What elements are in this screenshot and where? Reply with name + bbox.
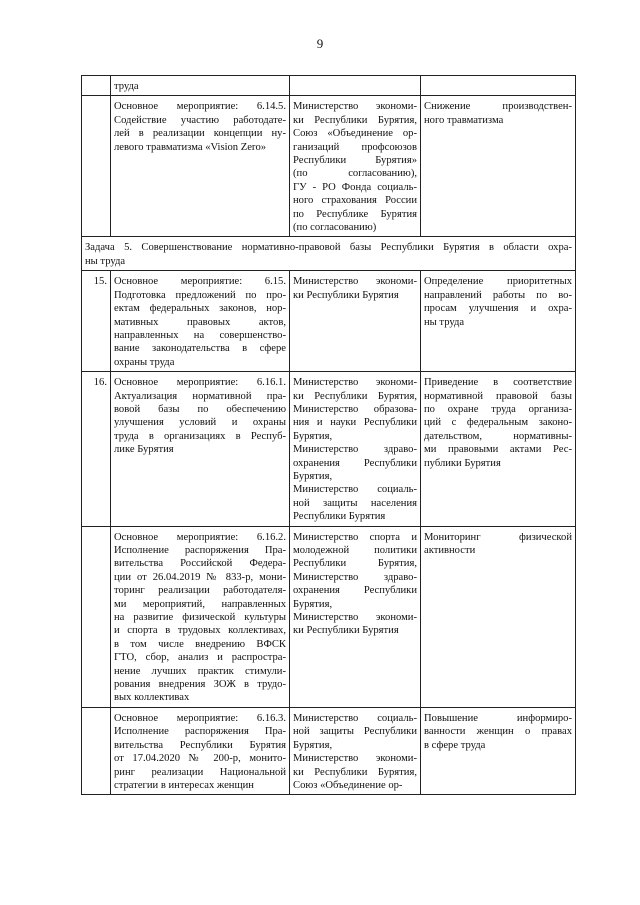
executors-cell-line: Министерство здраво- [293,444,417,456]
measure-cell-line: левого травматизма «Vision Zero» [114,141,267,153]
result-cell-line: дательством, нормативны- [424,430,572,442]
result-cell-line: Определение приоритетных [424,276,572,288]
table-row [82,707,576,794]
measure-cell-line: мативных правовых актов, [114,316,286,328]
result-cell [421,707,576,794]
measure-cell-line: охраны труда [114,356,175,368]
measure-cell-line: вание законодательства в сфере [114,343,286,355]
result-cell-line: просам улучшения и охра- [424,303,572,315]
result-cell-line: ванности женщин о правах [424,726,572,738]
executors-cell-line: Бурятия, [293,598,333,610]
measure-cell-line: улучшения условий и охраны [114,417,286,429]
measure-cell [111,526,290,707]
executors-cell-line: Министерство здраво- [293,571,417,583]
result-cell-line: Приведение в соответствие [424,377,572,389]
measures-table [81,75,576,795]
measure-cell [111,96,290,237]
executors-cell-line: ного страхования России [293,195,417,207]
executors-cell-line: Министерство спорта и [293,531,417,543]
executors-cell-line: Бурятия, [293,430,333,442]
table-row [82,271,576,372]
measure-cell-line: ми мероприятий, направленных [114,598,286,610]
measure-cell-line: труда [114,81,139,92]
task-heading-line: ны труда [85,255,126,267]
table-row [82,526,576,707]
executors-cell [290,96,421,237]
task-row [82,237,576,271]
measure-cell-line: торинг реализации работодателя- [114,585,286,597]
executors-cell-line: охранения Республики [293,585,417,597]
executors-cell-line: по Республике Бурятия [293,208,417,220]
result-cell [421,372,576,526]
executors-cell [290,372,421,526]
result-cell-line: направлений работы по во- [424,289,572,301]
measure-cell [111,76,290,96]
measure-cell-line: на развитие физической культуры [114,612,286,624]
table-row [82,96,576,237]
measure-cell-line: лей в реализации концепции ну- [114,128,286,140]
executors-cell-line: Министерство экономи- [293,276,417,288]
executors-cell-line: Республики Бурятия» [293,155,417,167]
measure-cell-line: Основное мероприятие: 6.16.1. [114,377,286,389]
row-number [82,76,111,96]
executors-cell [290,76,421,96]
executors-cell-line: (по согласованию), [293,168,417,180]
result-cell-line: Снижение производствен- [424,101,572,113]
executors-cell-line: Союз «Объединение ор- [293,128,417,140]
executors-cell-line: молодежной политики [293,545,417,556]
executors-cell-line: Министерство экономи- [293,753,417,765]
row-number [82,96,111,237]
measure-cell-line: Основное мероприятие: 6.15. [114,276,286,288]
measure-cell-line: лике Бурятия [114,444,174,456]
executors-cell-line: ГУ - РО Фонда социаль- [293,181,417,193]
row-number [82,526,111,707]
executors-cell [290,271,421,372]
measure-cell-line: нение лучших практик стимули- [114,665,286,677]
row-number: 15. [82,271,111,372]
measure-cell-line: вых коллективах [114,692,190,704]
measure-cell-line: стратегии в интересах женщин [114,779,254,791]
result-cell-line: Мониторинг физической [424,531,572,543]
measure-cell-line: и спорта в трудовых коллективах, [114,625,286,637]
table-row [82,372,576,526]
executors-cell-line: ния и науки Республики [293,417,417,429]
measure-cell-line: труда в организациях в Респуб- [114,430,286,442]
result-cell-line: по охране труда организа- [424,403,572,415]
measure-cell-line: ГТО, сбор, анализ и распростра- [114,652,286,664]
measure-cell-line: Основное мероприятие: 6.14.5. [114,101,286,113]
measure-cell-line: рования внедрения ЗОЖ в трудо- [114,679,286,691]
result-cell-line: активности [424,545,476,556]
executors-cell-line: ки Республики Бурятия, [293,114,417,126]
row-number: 16. [82,372,111,526]
result-cell [421,271,576,372]
executors-cell-line: Министерство экономи- [293,377,417,389]
page-number: 9 [316,36,324,51]
measure-cell-line: Подготовка предложений по про- [114,289,286,301]
measure-cell [111,707,290,794]
row-number [82,707,111,794]
result-cell-line: ций с федеральным законо- [424,417,572,429]
executors-cell-line: Республики Бурятия [293,511,386,523]
measure-cell [111,271,290,372]
task-heading [82,237,576,271]
measure-cell [111,372,290,526]
result-cell-line: ного травматизма [424,114,504,126]
executors-cell-line: ки Республики Бурятия [293,289,399,301]
executors-cell-line: Министерство социаль- [293,712,417,724]
executors-cell-line: ки Республики Бурятия, [293,766,417,778]
measure-cell-line: ектам федеральных законов, нор- [114,303,286,315]
result-cell [421,76,576,96]
result-cell [421,526,576,707]
measure-cell-line: ции от 26.04.2019 № 833-р, мони- [114,571,286,583]
result-cell-line: нормативной правовой базы [424,390,572,402]
measure-cell-line: Содействие участию работодате- [114,114,286,126]
executors-cell-line: Бурятия, [293,470,333,482]
result-cell-line: публики Бурятия [424,457,501,469]
measure-cell-line: вительства Республики Бурятия [114,739,286,751]
executors-cell-line: ки Республики Бурятия [293,625,399,637]
measure-cell-line: Исполнение распоряжения Пра- [114,726,286,738]
executors-cell-line: Бурятия, [293,739,333,751]
measure-cell-line: в том числе внедрению ВФСК [114,638,286,650]
measure-cell-line: вовой базы по обеспечению [114,403,286,415]
measure-cell-line: ринг реализации Национальной [114,766,286,778]
executors-cell-line: охранения Республики [293,457,417,469]
executors-cell-line: Союз «Объединение ор- [293,779,403,791]
task-heading-line: Задача 5. Совершенствование нормативно-правовой базы Республики Бурятия в области охра- [85,242,572,254]
measure-cell-line: Актуализация нормативной пра- [114,390,286,402]
executors-cell-line: ной защиты населения [293,497,417,509]
executors-cell [290,707,421,794]
result-cell-line: в сфере труда [424,739,486,751]
measure-cell-line: Основное мероприятие: 6.16.2. [114,531,286,543]
measure-cell-line: направленных на совершенство- [114,329,286,341]
executors-cell-line: Министерство экономи- [293,101,417,113]
result-cell [421,96,576,237]
result-cell-line: ны труда [424,316,465,328]
result-cell-line: Повышение информиро- [424,712,572,724]
executors-cell-line: Министерство экономи- [293,612,417,624]
executors-cell [290,526,421,707]
executors-cell-line: ганизаций профсоюзов [293,141,417,153]
result-cell-line: ми правовыми актами Рес- [424,444,572,456]
measure-cell-line: вительства Российской Федера- [114,558,286,570]
table-row [82,76,576,96]
executors-cell-line: Министерство социаль- [293,484,417,496]
measure-cell-line: от 17.04.2020 № 200-р, монито- [114,753,286,765]
executors-cell-line: ки Республики Бурятия, [293,390,417,402]
executors-cell-line: ной защиты Республики [293,726,417,738]
executors-cell-line: (по согласованию) [293,222,377,234]
measure-cell-line: Исполнение распоряжения Пра- [114,545,286,556]
executors-cell-line: Республики Бурятия, [293,558,417,570]
measure-cell-line: Основное мероприятие: 6.16.3. [114,712,286,724]
executors-cell-line: Министерство образова- [293,403,417,415]
